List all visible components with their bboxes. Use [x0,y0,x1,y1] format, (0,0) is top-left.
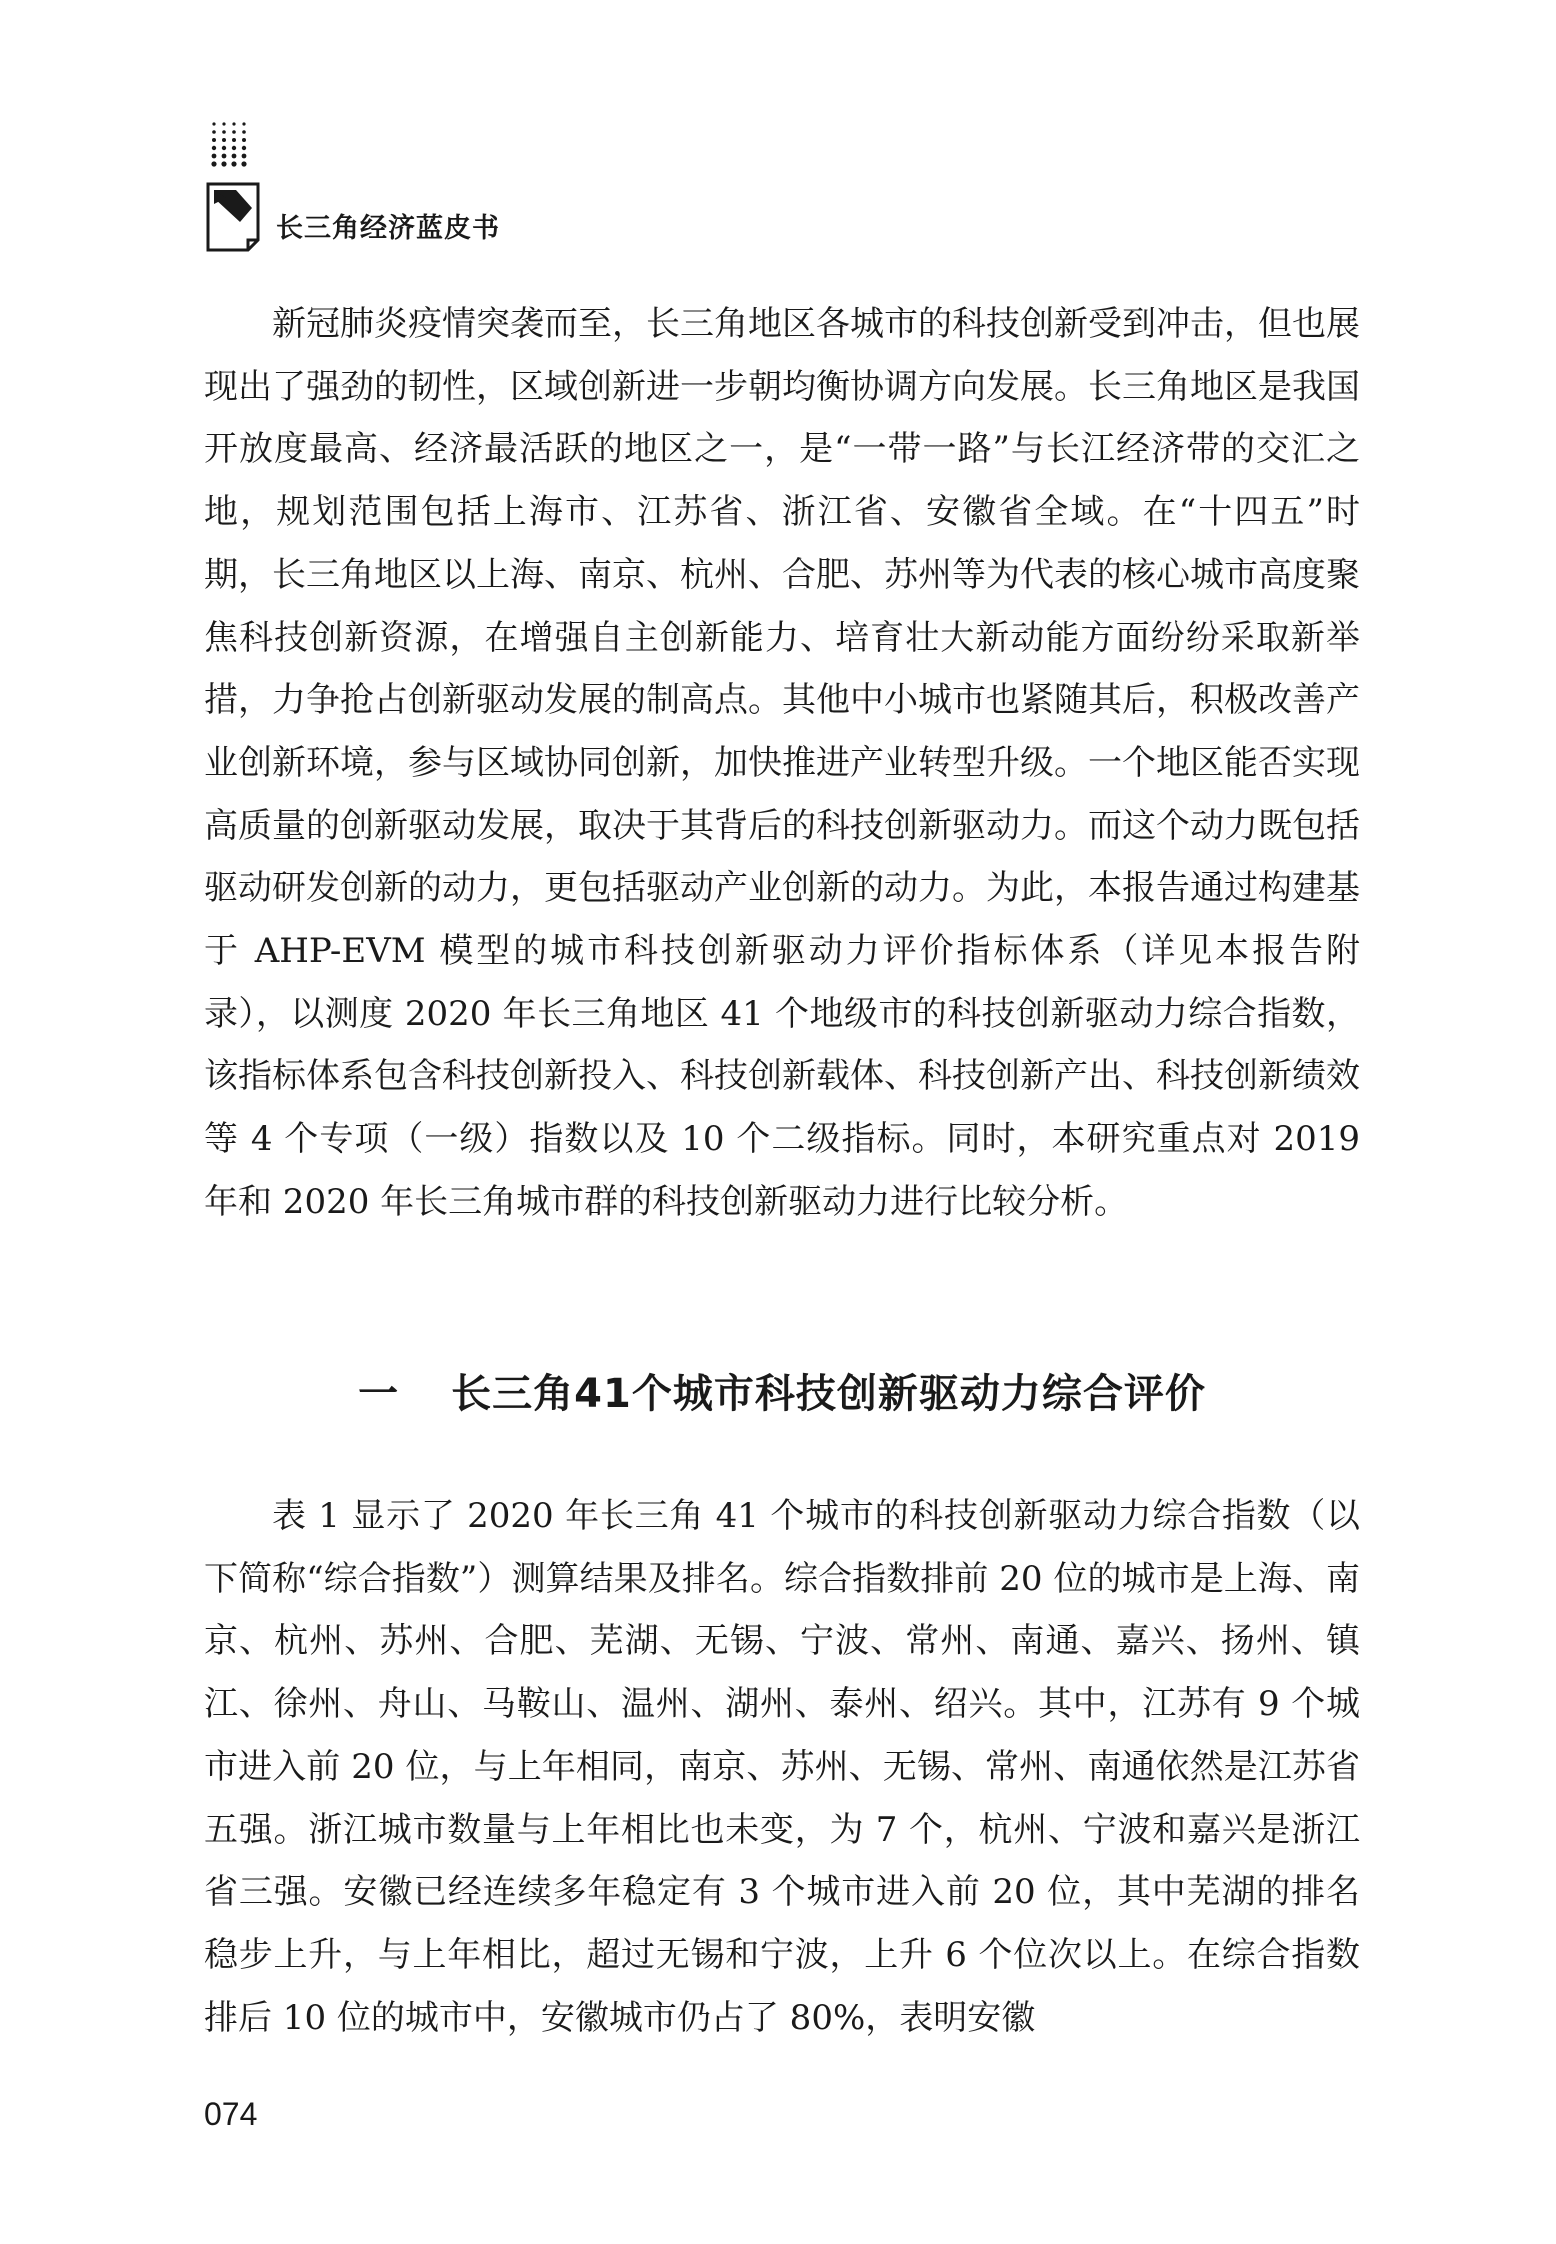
paragraph-text: 新冠肺炎疫情突袭而至，长三角地区各城市的科技创新受到冲击，但也展现出了强劲的韧性，区域创新进一步朝均衡协调方向发展。长三角地区是我国开放度最高、经济最活跃的地区之一，是“一带一路”与长江经济带的交汇之地，规划范围包括上海市、江苏省、浙江省、安徽省全域。在“十四五”时期，长三角地区以上海、南京、杭州、合肥、苏州等为代表的核心城市高度聚焦科技创新资源，在增强自主创新能力、培育壮大新动能方面纷纷采取新举措，力争抢占创新驱动发展的制高点。其他中小城市也紧随其后，积极改善产业创新环境，参与区域协同创新，加快推进产业转型升级。一个地区能否实现高质量的创新驱动发展，取决于其背后的科技创新驱动力。而这个动力既包括驱动研发创新的动力，更包括驱动产业创新的动力。为此，本报告通过构建基于 AHP-EVM 模型的城市科技创新驱动力评价指标体系（详见本报告附录），以测度 2020 年长三角地区 41 个地级市的科技创新驱动力综合指数，该指标体系包含科技创新投入、科技创新载体、科技创新产出、科技创新绩效等 4 个专项（一级）指数以及 10 个二级指标。同时，本研究重点对 2019 年和 2020 年长三角城市群的科技创新驱动力进行比较分析。 [204,304,1360,1222]
body-paragraph [204,1485,1360,2049]
paragraph-text: 表 1 显示了 2020 年长三角 41 个城市的科技创新驱动力综合指数（以下简称“综合指数”）测算结果及排名。综合指数排前 20 位的城市是上海、南京、杭州、苏州、合肥、芜湖、无锡、宁波、常州、南通、嘉兴、扬州、镇江、徐州、舟山、马鞍山、温州、湖州、泰州、绍兴。其中，江苏有 9 个城市进入前 20 位，与上年相同，南京、苏州、无锡、常州、南通依然是江苏省五强。浙江城市数量与上年相比也未变，为 7 个，杭州、宁波和嘉兴是浙江省三强。安徽已经连续多年稳定有 3 个城市进入前 20 位，其中芜湖的排名稳步上升，与上年相比，超过无锡和宁波，上升 6 个位次以上。在综合指数排后 10 位的城市中，安徽城市仍占了 80%，表明安徽 [204,1496,1360,2038]
page-number: 074 [204,2096,258,2132]
book-title: 长三角经济蓝皮书 [276,213,500,244]
running-header [204,120,604,260]
section-heading [204,1362,1360,1419]
body-paragraph [204,293,1360,1234]
section-title: 长三角41个城市科技创新驱动力综合评价 [451,1371,1206,1417]
dot-grid-decoration [208,120,252,170]
section-number: 一 [358,1371,400,1417]
book-corner-icon [204,178,264,256]
